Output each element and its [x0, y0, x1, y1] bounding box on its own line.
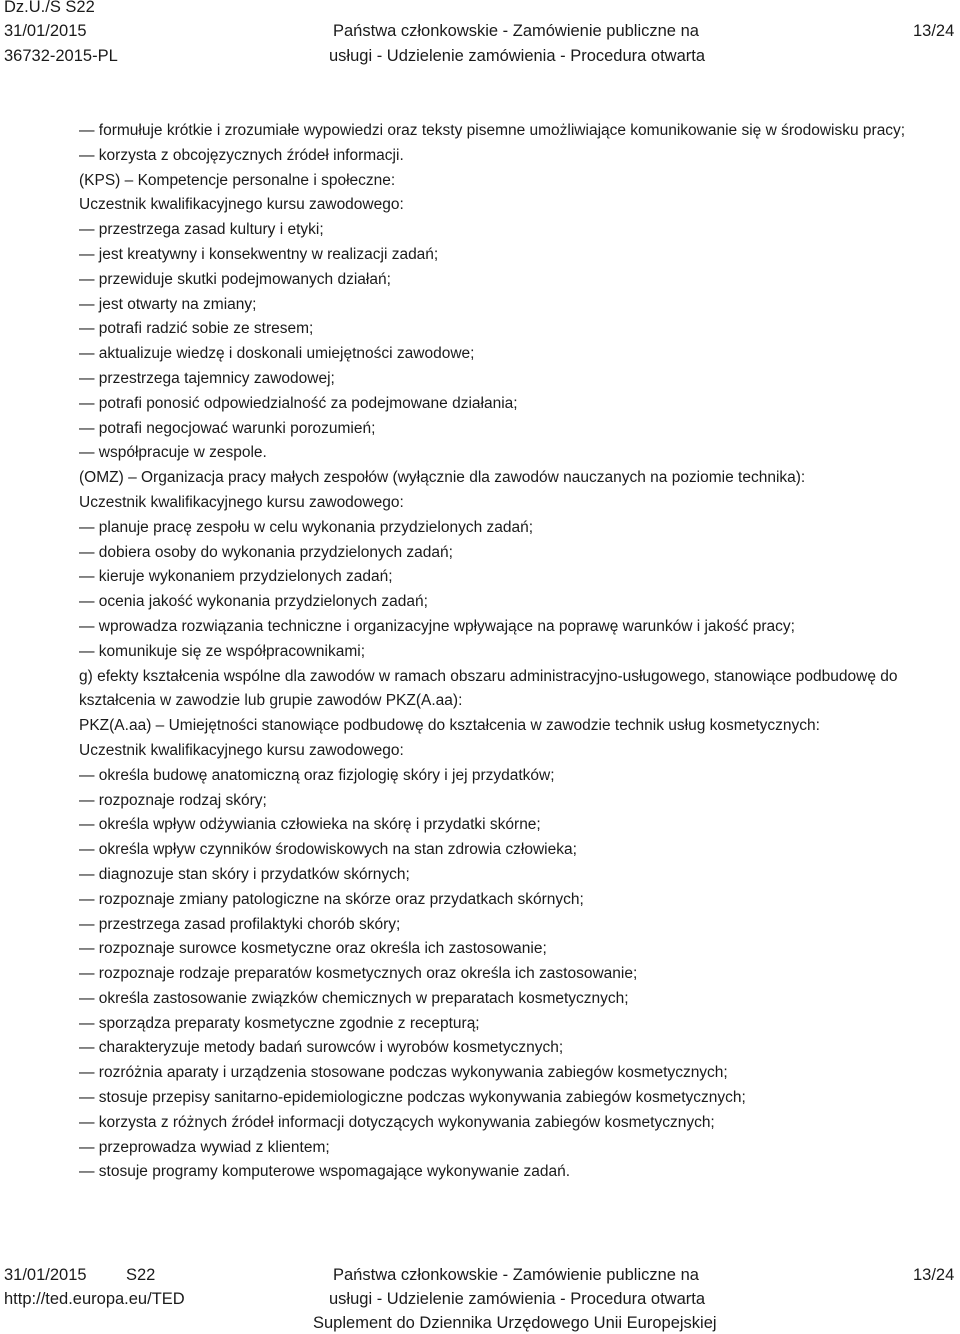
- body-line: — aktualizuje wiedzę i doskonali umiejętności zawodowe;: [79, 345, 475, 363]
- body-line: Uczestnik kwalifikacyjnego kursu zawodowego:: [79, 741, 404, 759]
- header-date: 31/01/2015: [4, 22, 87, 40]
- body-line: — współpracuje w zespole.: [79, 444, 267, 462]
- document-body: [79, 119, 951, 1185]
- body-line: — określa zastosowanie związków chemicznych w preparatach kosmetycznych;: [79, 989, 629, 1007]
- body-line: — ocenia jakość wykonania przydzielonych zadań;: [79, 593, 428, 611]
- body-line: Uczestnik kwalifikacyjnego kursu zawodowego:: [79, 196, 404, 214]
- footer-title-line2: usługi - Udzielenie zamówienia - Procedura otwarta: [329, 1290, 706, 1308]
- body-line: — określa wpływ odżywiania człowieka na skórę i przydatki skórne;: [79, 816, 541, 834]
- body-line: — przestrzega tajemnicy zawodowej;: [79, 369, 335, 387]
- body-line: — rozpoznaje surowce kosmetyczne oraz określa ich zastosowanie;: [79, 940, 547, 958]
- body-line: — przestrzega zasad profilaktyki chorób skóry;: [79, 915, 401, 933]
- body-line: Uczestnik kwalifikacyjnego kursu zawodowego:: [79, 493, 404, 511]
- body-line: — sporządza preparaty kosmetyczne zgodnie z recepturą;: [79, 1014, 480, 1032]
- body-line: — potrafi negocjować warunki porozumień;: [79, 419, 376, 437]
- body-line: — przestrzega zasad kultury i etyki;: [79, 221, 324, 239]
- header-title-line2: usługi - Udzielenie zamówienia - Procedura otwarta: [329, 47, 706, 65]
- body-line: — charakteryzuje metody badań surowców i wyrobów kosmetycznych;: [79, 1039, 564, 1057]
- section-paragraph-g: g) efekty kształcenia wspólne dla zawodów w ramach obszaru administracyjno-usługowego, stanowiące podbudowę do kształcenia w zawodzie lub grupie zawodów PKZ(A.aa):: [79, 667, 898, 710]
- body-line: — przewiduje skutki podejmowanych działań;: [79, 270, 391, 288]
- body-line: — stosuje przepisy sanitarno-epidemiologiczne podczas wykonywania zabiegów kosmetycznych;: [79, 1089, 746, 1107]
- body-line: — określa budowę anatomiczną oraz fizjologię skóry i jej przydatków;: [79, 766, 555, 784]
- body-line: — stosuje programy komputerowe wspomagające wykonywanie zadań.: [79, 1163, 571, 1181]
- body-line: — kieruje wykonaniem przydzielonych zadań;: [79, 568, 393, 586]
- body-line: — diagnozuje stan skóry i przydatków skórnych;: [79, 865, 410, 883]
- body-line: — wprowadza rozwiązania techniczne i organizacyjne wpływające na poprawę warunków i jakość pracy;: [79, 617, 795, 635]
- body-line: — rozróżnia aparaty i urządzenia stosowane podczas wykonywania zabiegów kosmetycznych;: [79, 1064, 728, 1082]
- ted-link[interactable]: http://ted.europa.eu/TED: [4, 1290, 185, 1308]
- body-line: — przeprowadza wywiad z klientem;: [79, 1138, 330, 1156]
- body-line: — korzysta z różnych źródeł informacji dotyczących wykonywania zabiegów kosmetycznych;: [79, 1113, 715, 1131]
- body-line: — korzysta z obcojęzycznych źródeł informacji.: [79, 146, 404, 164]
- body-line: — rozpoznaje zmiany patologiczne na skórze oraz przydatkach skórnych;: [79, 890, 584, 908]
- section-heading-omz: (OMZ) – Organizacja pracy małych zespołów (wyłącznie dla zawodów nauczanych na poziomie technika):: [79, 469, 806, 487]
- body-line: — jest otwarty na zmiany;: [79, 295, 257, 313]
- journal-reference: Dz.U./S S22: [4, 0, 95, 16]
- body-line: — potrafi radzić sobie ze stresem;: [79, 320, 314, 338]
- section-heading-pkz: PKZ(A.aa) – Umiejętności stanowiące podbudowę do kształcenia w zawodzie technik usług kosmetycznych:: [79, 717, 820, 735]
- section-heading-kps: (KPS) – Kompetencje personalne i społeczne:: [79, 171, 396, 189]
- footer-supplement: Suplement do Dziennika Urzędowego Unii Europejskiej: [313, 1314, 717, 1332]
- body-line: — rozpoznaje rodzaje preparatów kosmetycznych oraz określa ich zastosowanie;: [79, 965, 638, 983]
- body-line: — rozpoznaje rodzaj skóry;: [79, 791, 267, 809]
- notice-id: 36732-2015-PL: [4, 47, 118, 65]
- header-title-line1: Państwa członkowskie - Zamówienie publiczne na: [333, 22, 699, 40]
- body-line: — określa wpływ czynników środowiskowych na stan zdrowia człowieka;: [79, 841, 577, 859]
- footer-page-number: 13/24: [913, 1266, 955, 1284]
- body-line: — planuje pracę zespołu w celu wykonania przydzielonych zadań;: [79, 518, 534, 536]
- footer-title-line1: Państwa członkowskie - Zamówienie publiczne na: [333, 1266, 699, 1284]
- body-line: — dobiera osoby do wykonania przydzielonych zadań;: [79, 543, 453, 561]
- footer-date: 31/01/2015: [4, 1266, 87, 1284]
- body-line: — komunikuje się ze współpracownikami;: [79, 642, 366, 660]
- header-page-number: 13/24: [913, 22, 955, 40]
- body-line: — jest kreatywny i konsekwentny w realizacji zadań;: [79, 245, 439, 263]
- body-line: — formułuje krótkie i zrozumiałe wypowiedzi oraz teksty pisemne umożliwiające komunikowanie się w środowisku pracy;: [79, 122, 906, 139]
- footer-series: S22: [126, 1266, 156, 1284]
- body-line: — potrafi ponosić odpowiedzialność za podejmowane działania;: [79, 394, 518, 412]
